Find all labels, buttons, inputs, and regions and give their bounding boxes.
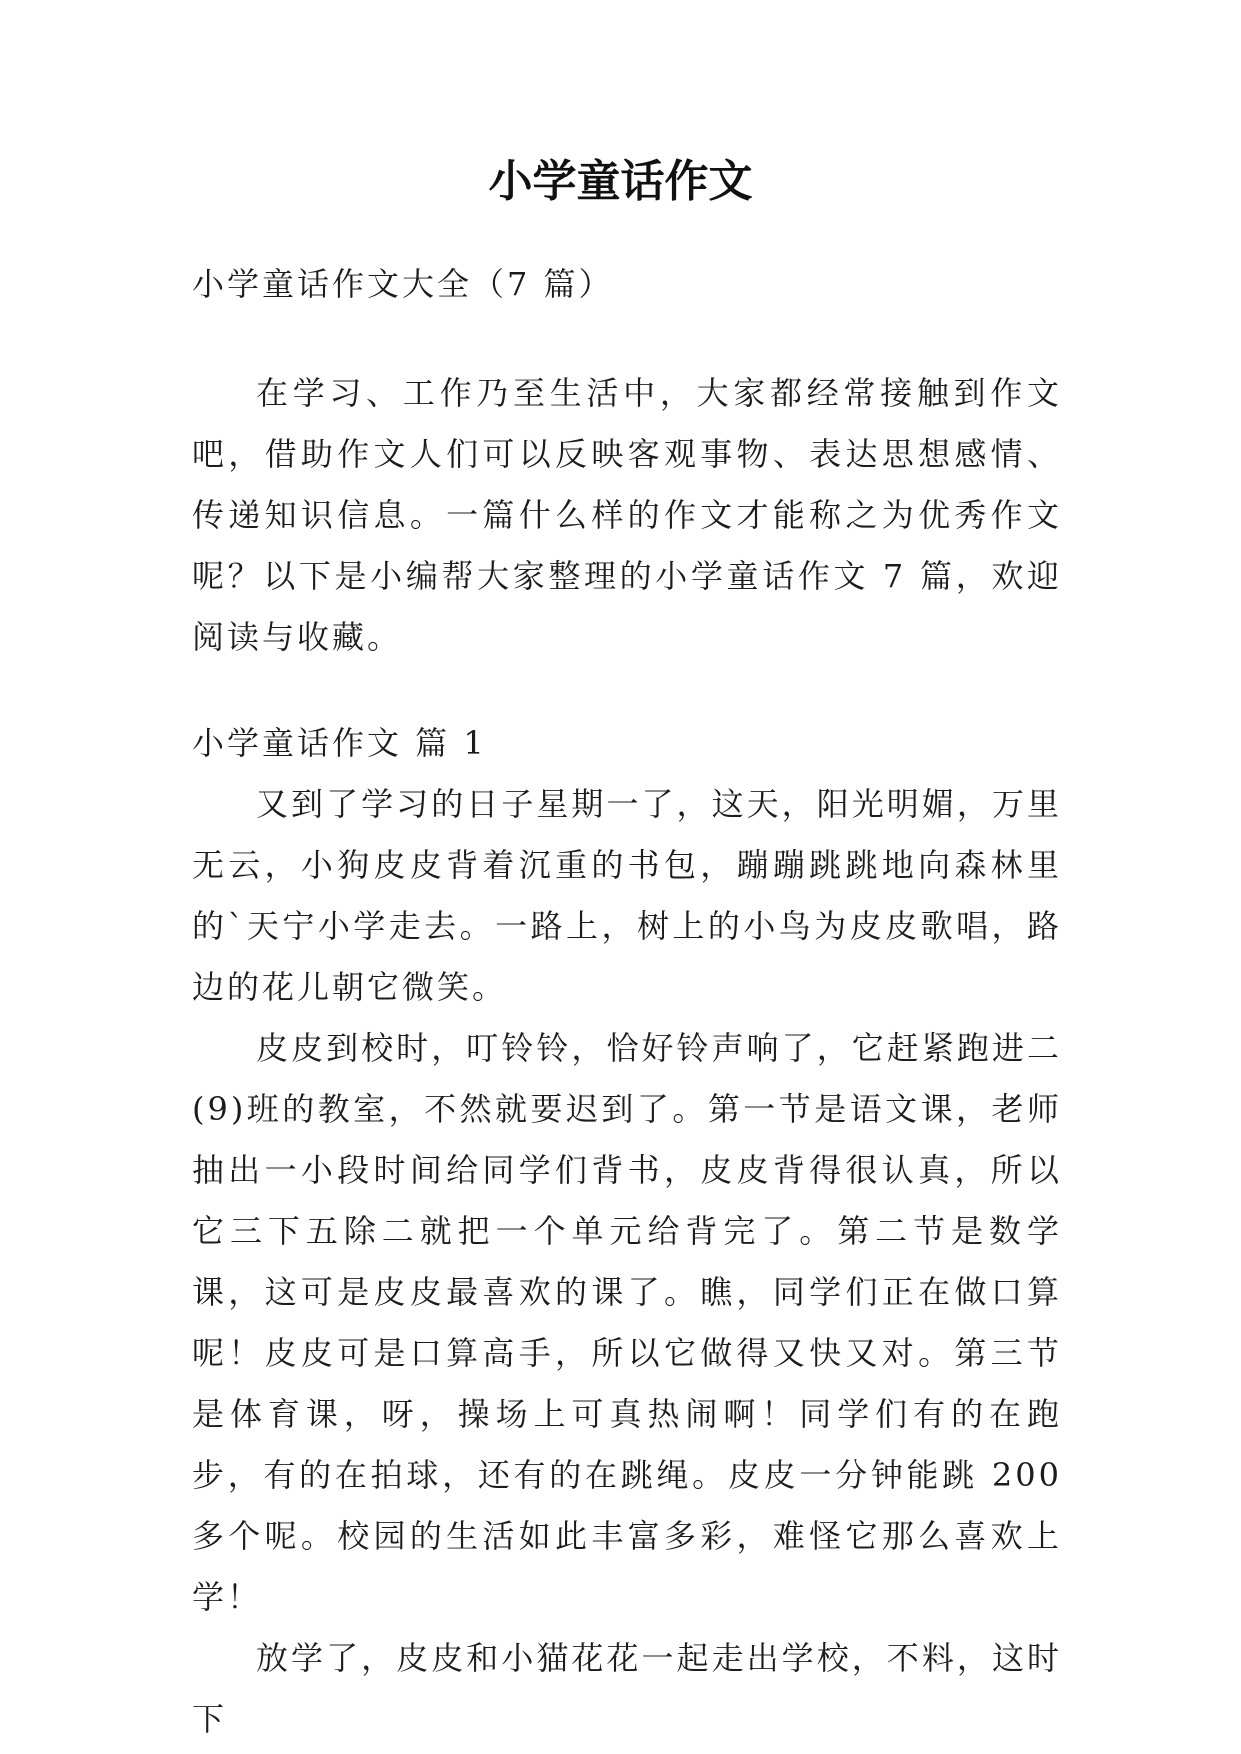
- intro-paragraph: 在学习、工作乃至生活中，大家都经常接触到作文吧，借助作文人们可以反映客观事物、表达思想感情、传递知识信息。一篇什么样的作文才能称之为优秀作文呢？以下是小编帮大家整理的小学童话作文 7 篇，欢迎阅读与收藏。: [192, 374, 1062, 656]
- document-subtitle: 小学童话作文大全（7 篇）: [192, 265, 614, 303]
- document-body: [192, 254, 1062, 1750]
- body-paragraph-1: 又到了学习的日子星期一了，这天，阳光明媚，万里无云，小狗皮皮背着沉重的书包，蹦蹦跳跳地向森林里的`天宁小学走去。一路上，树上的小鸟为皮皮歌唱，路边的花儿朝它微笑。: [192, 785, 1062, 1006]
- body-paragraph-3: 放学了，皮皮和小猫花花一起走出学校，不料，这时下: [192, 1639, 1062, 1738]
- document-title: 小学童话作文: [488, 156, 753, 207]
- section-heading: 小学童话作文 篇 1: [192, 724, 487, 762]
- body-paragraph-2: 皮皮到校时，叮铃铃，恰好铃声响了，它赶紧跑进二(9)班的教室，不然就要迟到了。第一节是语文课，老师抽出一小段时间给同学们背书，皮皮背得很认真，所以它三下五除二就把一个单元给背完了。第二节是数学课，这可是皮皮最喜欢的课了。瞧，同学们正在做口算呢！皮皮可是口算高手，所以它做得又快又对。第三节是体育课，呀，操场上可真热闹啊！同学们有的在跑步，有的在拍球，还有的在跳绳。皮皮一分钟能跳 200 多个呢。校园的生活如此丰富多彩，难怪它那么喜欢上学！: [192, 1029, 1062, 1616]
